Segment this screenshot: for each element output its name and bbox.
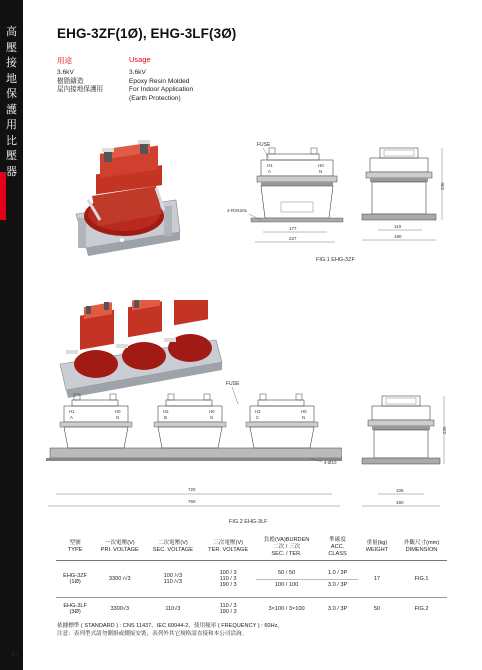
page-number: 42 (11, 652, 19, 659)
usage-en-line: For Indoor Application (129, 86, 194, 94)
cell-sec: 110√3 (165, 606, 181, 612)
fig1-dim-190: 190 (394, 234, 402, 239)
fig2-u2-d: N (210, 415, 214, 420)
cell-pri: 3300√3 (110, 606, 130, 612)
fig2-fuse-label: FUSE (226, 381, 240, 387)
table-row (56, 598, 447, 621)
cell-ter: 100 / 3 110 / 3 190 / 3 (201, 561, 256, 598)
sidebar-accent-bar (0, 172, 6, 220)
note-caution: 注意：表列型式請勿側掛或側接安裝，表列外其它規格請直接和本公司洽詢。 (57, 631, 248, 637)
fig1-h1b-label: A (268, 169, 272, 174)
fig2-u2-a: H2 (163, 409, 169, 414)
fig2-u1-c: H0 (115, 409, 121, 414)
spec-table (56, 534, 447, 620)
fig2-u3-c: H0 (301, 409, 307, 414)
cell-pri: 3300 /√3 (94, 561, 145, 598)
cell-sec: 100 /√3 110 /√3 (145, 561, 200, 598)
fig1-dim-177: 177 (289, 226, 297, 231)
th-weight: 重量(kg) WEIGHT (358, 534, 396, 561)
fig2-u3-d: N (302, 415, 306, 420)
th-burden: 負擔(VA)BURDEN 二次 / 三次 SEC. / TER. (256, 534, 318, 561)
fig1-dim-227: 227 (289, 236, 297, 241)
fig2-u1-b: A (70, 415, 73, 420)
fig2-dim-190: 190 (396, 500, 404, 505)
usage-list-en (129, 69, 193, 104)
usage-cn-line: 樹脂鑄造 (57, 77, 84, 85)
usage-cn-line: 3.6kV (57, 69, 74, 76)
fig2-front-drawing (42, 378, 342, 514)
fig1-h0b-label: N (319, 169, 323, 174)
th-pri-voltage: 一次電壓(V) PRI. VOLTAGE (94, 534, 145, 561)
note-standard: 依據標準 ( STANDARD ) : CNS 11437、IEC 60044-2，使用頻率 ( FREQUENCY ) : 60Hz。 (57, 623, 283, 629)
usage-header-cn: 用途 (57, 56, 72, 65)
fig2-u2-b: B (164, 415, 167, 420)
th-sec-voltage: 二次電壓(V) SEC. VOLTAGE (145, 534, 200, 561)
fig1-h1-label: H1 (267, 163, 273, 168)
usage-list-cn (57, 69, 103, 95)
th-type: 型號 TYPE (56, 534, 94, 561)
cell-weight: 17 (358, 561, 396, 598)
fig2-dim-720: 720 (188, 487, 196, 492)
fig1-side-drawing (356, 144, 448, 252)
fig2-dim-760: 760 (188, 499, 196, 504)
cell-weight: 50 (373, 606, 380, 612)
fig1-h0-label: H0 (318, 163, 324, 168)
product-title: EHG-3ZF(1Ø), EHG-3LF(3Ø) (57, 26, 237, 41)
fig1-hole-label: 4-R3X20L (227, 208, 248, 213)
table-row (56, 561, 447, 598)
fig1-caption: FIG.1 EHG-3ZF (316, 257, 355, 263)
table-header-row (56, 534, 447, 561)
fig2-dim-106: 106 (396, 488, 404, 493)
cell-burden: 50 / 50 100 / 100 (256, 561, 318, 598)
cell-accuracy: 3.0 / 3P (327, 606, 348, 612)
fig2-dim-235: 235 (442, 426, 447, 434)
cell-dimension: FIG.2 (414, 606, 429, 612)
cell-ter: 110 / 3 190 / 3 (219, 603, 237, 615)
usage-header-en: Usage (129, 55, 151, 64)
fig1-front-drawing (225, 140, 347, 250)
sidebar-title: 高壓接地保護用比壓器 (6, 25, 17, 178)
th-dimension: 外觀尺寸(mm) DIMENSION (396, 534, 447, 561)
fig2-u3-a: H3 (255, 409, 261, 414)
cell-type: EHG-3LF (3Ø) (63, 603, 87, 615)
fig2-side-drawing (356, 392, 448, 514)
usage-en-line: 3.6kV (129, 69, 146, 76)
fig2-u2-c: H0 (209, 409, 215, 414)
cell-burden: 3×100 / 3×100 (268, 606, 305, 612)
sidebar (0, 0, 23, 670)
cell-type: EHG-3ZF (1Ø) (56, 561, 94, 598)
th-ter-voltage: 三次電壓(V) TER. VOLTAGE (201, 534, 256, 561)
fig2-u3-b: C (256, 415, 260, 420)
product-photo-ehg-3zf (56, 136, 186, 256)
usage-cn-line: 屋內接地保護用 (57, 86, 104, 94)
cell-dimension: FIG.1 (396, 561, 447, 598)
fig2-hole-label: 4-Ø10 (324, 460, 337, 465)
usage-en-line: Epoxy Resin Molded (129, 77, 190, 85)
usage-en-line: (Earth Protection) (129, 95, 181, 103)
fig2-u1-a: H1 (69, 409, 75, 414)
notes (57, 622, 283, 638)
fig1-dim-110: 110 (394, 224, 402, 229)
th-accuracy: 準確度 ACC. CLASS (317, 534, 357, 561)
fig2-u1-d: N (116, 415, 120, 420)
fig1-fuse-label: FUSE (257, 142, 271, 148)
fig1-dim-230: 230 (440, 182, 445, 190)
cell-accuracy: 1.0 / 3P 3.0 / 3P (317, 561, 357, 598)
fig2-caption: FIG.2 EHG-3LF (229, 519, 268, 525)
